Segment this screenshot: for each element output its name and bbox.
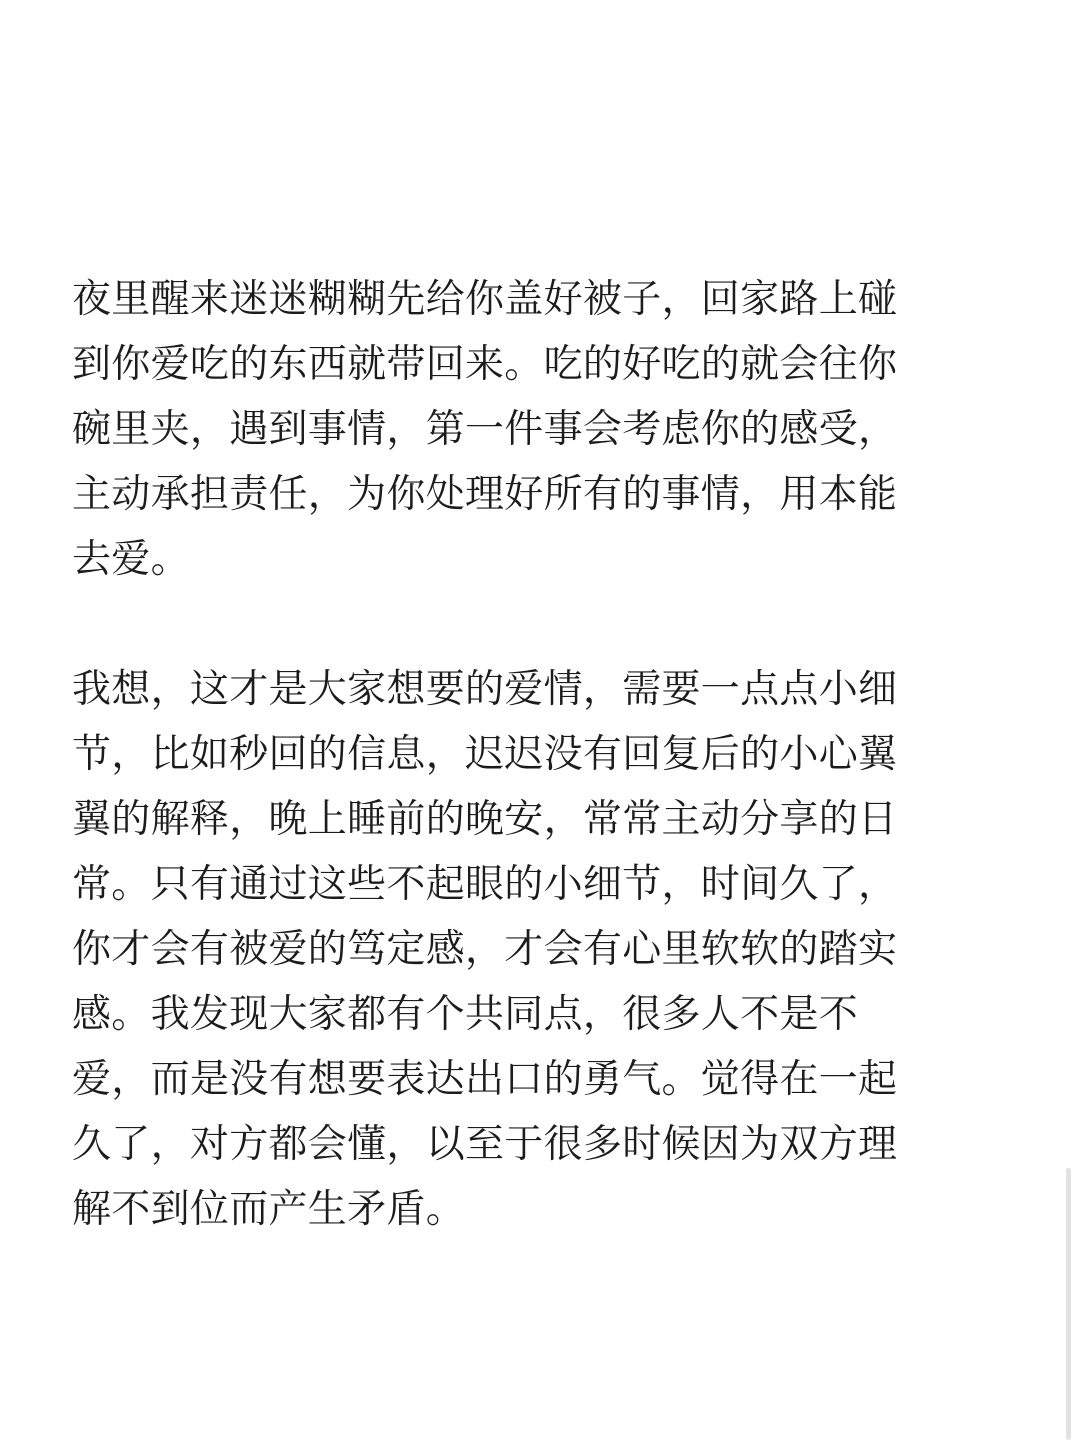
text-line: 我想，这才是大家想要的爱情，需要一点点小细 bbox=[72, 667, 898, 712]
text-line: 主动承担责任，为你处理好所有的事情，用本能 bbox=[72, 472, 898, 517]
text-line: 碗里夹，遇到事情，第一件事会考虑你的感受， bbox=[72, 407, 898, 452]
text-line: 解不到位而产生矛盾。 bbox=[72, 1187, 466, 1232]
scrollbar[interactable] bbox=[1066, 1168, 1071, 1440]
text-line: 爱，而是没有想要表达出口的勇气。觉得在一起 bbox=[72, 1057, 898, 1102]
text-line: 久了，对方都会懂，以至于很多时候因为双方理 bbox=[72, 1122, 898, 1167]
text-line: 到你爱吃的东西就带回来。吃的好吃的就会往你 bbox=[72, 342, 898, 387]
paragraph-spacer bbox=[72, 592, 992, 657]
paragraph-1 bbox=[72, 267, 992, 592]
text-line: 翼的解释，晚上睡前的晚安，常常主动分享的日 bbox=[72, 797, 898, 842]
text-line: 去爱。 bbox=[72, 537, 190, 582]
article-body bbox=[72, 267, 992, 1242]
paragraph-2 bbox=[72, 657, 992, 1242]
text-line: 感。我发现大家都有个共同点，很多人不是不 bbox=[72, 992, 859, 1037]
text-line: 你才会有被爱的笃定感，才会有心里软软的踏实 bbox=[72, 927, 898, 972]
text-line: 夜里醒来迷迷糊糊先给你盖好被子，回家路上碰 bbox=[72, 277, 898, 322]
text-line: 节，比如秒回的信息，迟迟没有回复后的小心翼 bbox=[72, 732, 898, 777]
text-line: 常。只有通过这些不起眼的小细节，时间久了， bbox=[72, 862, 898, 907]
